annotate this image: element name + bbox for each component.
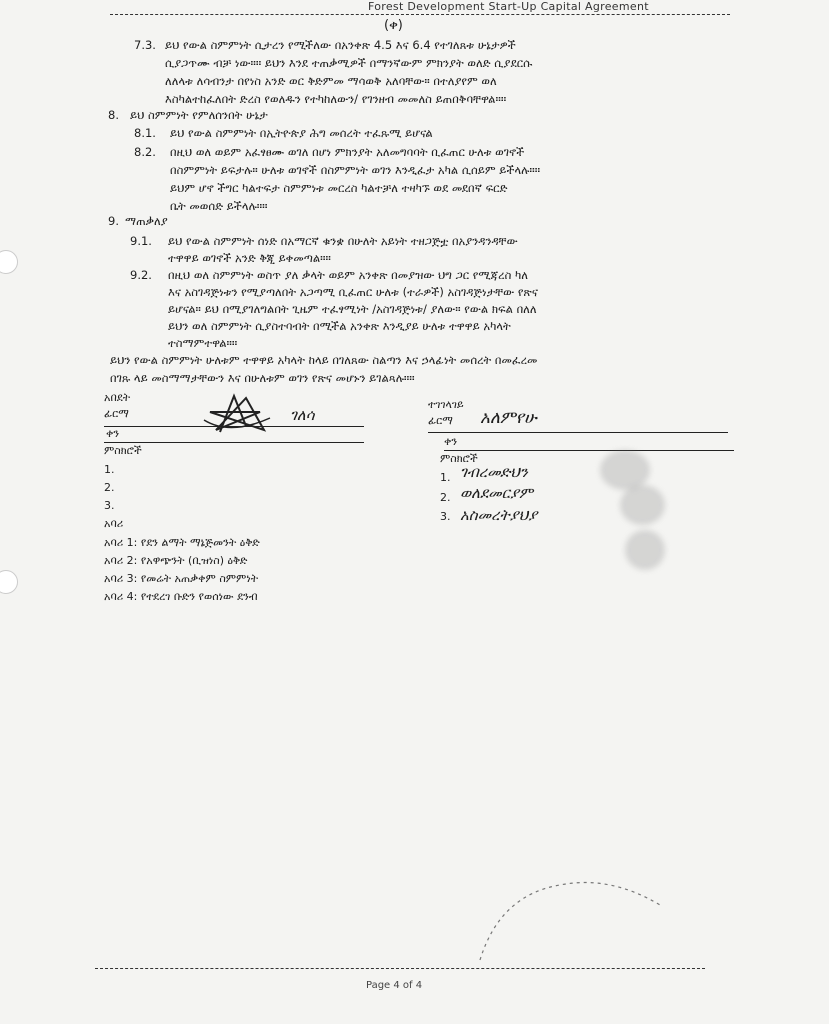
clause-number: 8. [108, 108, 119, 122]
left-signature-text: ገለሳ [290, 406, 315, 424]
clause-text-line: ይህም ሆኖ ችግር ካልተፍታ ስምምነቱ መርረስ ካልተቻለ ተዛካኙ ወደ መደበኛ ፍርድ [170, 181, 508, 195]
right-sign-label: ፊርማ [428, 414, 453, 427]
right-witness-number: 1. [440, 471, 451, 484]
right-witness-signature: ገብረመድህን [460, 463, 528, 481]
clause-text-line: ተዋዋይ ወገኖች አንድ ቅጂ ይቀመጣል።። [168, 251, 331, 265]
clause-number: 9.1. [130, 234, 152, 248]
binder-hole-bottom [0, 570, 18, 594]
section-heading: ይህ ስምምነት የምለሰንበት ሁኔታ [130, 108, 268, 122]
header-divider [110, 14, 730, 15]
right-witness-signature: ወለደመርያም [460, 484, 534, 502]
left-witnesses-label: ምስክሮች [104, 444, 142, 457]
annex-item: አባሪ 1: የደን ልማት ማኔጅመንት ዕቅድ [104, 536, 260, 549]
closing-statement-line: በገጹ ላይ መስማማታቸውን እና በሁለቱም ወገን የጽና መሆኑን ይገልጻሉ።። [110, 371, 415, 385]
right-signature-text: አለምየሁ [480, 408, 537, 428]
header-mark: (ቀ) [384, 18, 403, 33]
right-party-label: ተገገላገይ [428, 398, 464, 411]
clause-text-line: ይህ የውል ስምምነት ሲታረን የሚችለው በአንቀጽ 4.5 እና 6.4 የተገለጸቱ ሁኔታዎች [165, 38, 516, 52]
clause-text-line: ይህን ወለ ስምምነት ሲያስተባብት በሚችል አንቀጽ እንዲያይ ሁለቱ ተዋዋይ አካላት [168, 319, 511, 333]
fingerprint-smudge [620, 485, 665, 525]
clause-text-line: በዚህ ወለ ወይም አፈፃፀሙ ወገለ በሆነ ምክንያት አለመግባባት ቢፈጠር ሁለቱ ወገኖች [170, 145, 525, 159]
left-party-label: አበደት [104, 391, 131, 404]
left-sign-label: ፊርማ [104, 407, 129, 420]
clause-number: 8.1. [134, 126, 156, 140]
clause-number: 8.2. [134, 145, 156, 159]
right-date-line [444, 450, 734, 451]
closing-statement-line: ይህን የውል ስምምነት ሁለቱም ተዋዋይ አካላት ከላይ በገለጸው ስልጣን እና ኃላፊነት መሰረት በመፈረመ [110, 353, 538, 367]
right-witness-signature: አስመረትያህያ [460, 506, 538, 524]
binder-hole-top [0, 250, 18, 274]
left-witness-number: 2. [104, 481, 115, 494]
clause-text-line: ይሆናል። ይህ በሚያገለግልበት ጊዜም ተፈፃሚነት /አስገዳጅነቱ/ ያለው። የውል ክፍል በለለ [168, 302, 537, 316]
clause-text-line: ተስማምተዋል።። [168, 336, 238, 350]
right-signature-line [428, 432, 728, 433]
left-signature-mark [200, 390, 280, 440]
clause-text-line: ሲያጋጥሙ ብቻ ነው።። ይህን እንደ ተጠቃሚዎች በማንኛውም ምክንያት ወለድ ሲያደርሱ [165, 56, 533, 70]
annex-item: አባሪ 3: የመሬት አጠቃቀም ስምምነት [104, 572, 259, 585]
left-date-label: ቀን [106, 427, 120, 440]
clause-text-line: በስምምነት ይፍታሉ። ሁለቱ ወገኖች በስምምነት ወገን እንዲፈታ አካል ሲሰይም ይችላሉ።። [170, 163, 541, 177]
annex-item: አባሪ 4: የተደረገ ቡድን የወሰነው ደንብ [104, 590, 258, 603]
fingerprint-smudge [600, 450, 650, 490]
clause-text-line: እና አስገዳጅነቱን የሚያጣለበት አጋጣሚ ቢፈጠር ሁለቱ (ተራዎች) አስገዳጅነታቸው የጽና [168, 285, 538, 299]
clause-text-line: እስካልተከፈለበት ድረስ የወለዱን የተካከለውን/ የገንዘብ መመለስ ይጠበቅባቸዋል።። [165, 92, 507, 106]
clause-number: 9. [108, 214, 119, 228]
right-date-label: ቀን [444, 435, 458, 448]
clause-text-line: ለለላቱ ለሳብንታ በየነስ አንድ ወር ቅድምመ ማሳወቅ አለባቸው። በተለያየም ወለ [165, 74, 497, 88]
clause-text-line: ይህ የውል ስምምነት ሰነድ በአማርኛ ቁንቋ በሁለት አይነት ተዘጋጅቷ በአያንዳንዳቸው [168, 234, 518, 248]
left-date-line [104, 442, 364, 443]
annex-title: አባሪ [104, 517, 124, 530]
left-witness-number: 3. [104, 499, 115, 512]
annex-item: አባሪ 2: የአዋጭንት (ቢዝነስ) ዕቅድ [104, 554, 248, 567]
left-witness-number: 1. [104, 463, 115, 476]
clause-text-line: በዚህ ወለ ስምምነት ወስጥ ያለ ቃላት ወይም አንቀጽ በመያዝው ህግ ጋር የሚጃረስ ካለ [168, 268, 529, 282]
clause-number: 7.3. [134, 38, 156, 52]
right-witness-number: 3. [440, 510, 451, 523]
clause-number: 9.2. [130, 268, 152, 282]
section-heading: ማጠቃለያ [125, 214, 168, 228]
document-header-title: Forest Development Start-Up Capital Agreement [368, 0, 649, 13]
right-witnesses-label: ምስክሮች [440, 452, 478, 465]
scribble-mark [470, 855, 670, 965]
clause-text-line: ቤት መወሰድ ይችላሉ።። [170, 199, 268, 213]
fingerprint-smudge [625, 530, 665, 570]
footer-divider [95, 968, 705, 969]
right-witness-number: 2. [440, 491, 451, 504]
page-number: Page 4 of 4 [366, 980, 423, 991]
clause-text-line: ይህ የውል ስምምነት በኢትዮጵያ ሕግ መሰረት ተፈጹሚ ይሆናል [170, 126, 433, 140]
